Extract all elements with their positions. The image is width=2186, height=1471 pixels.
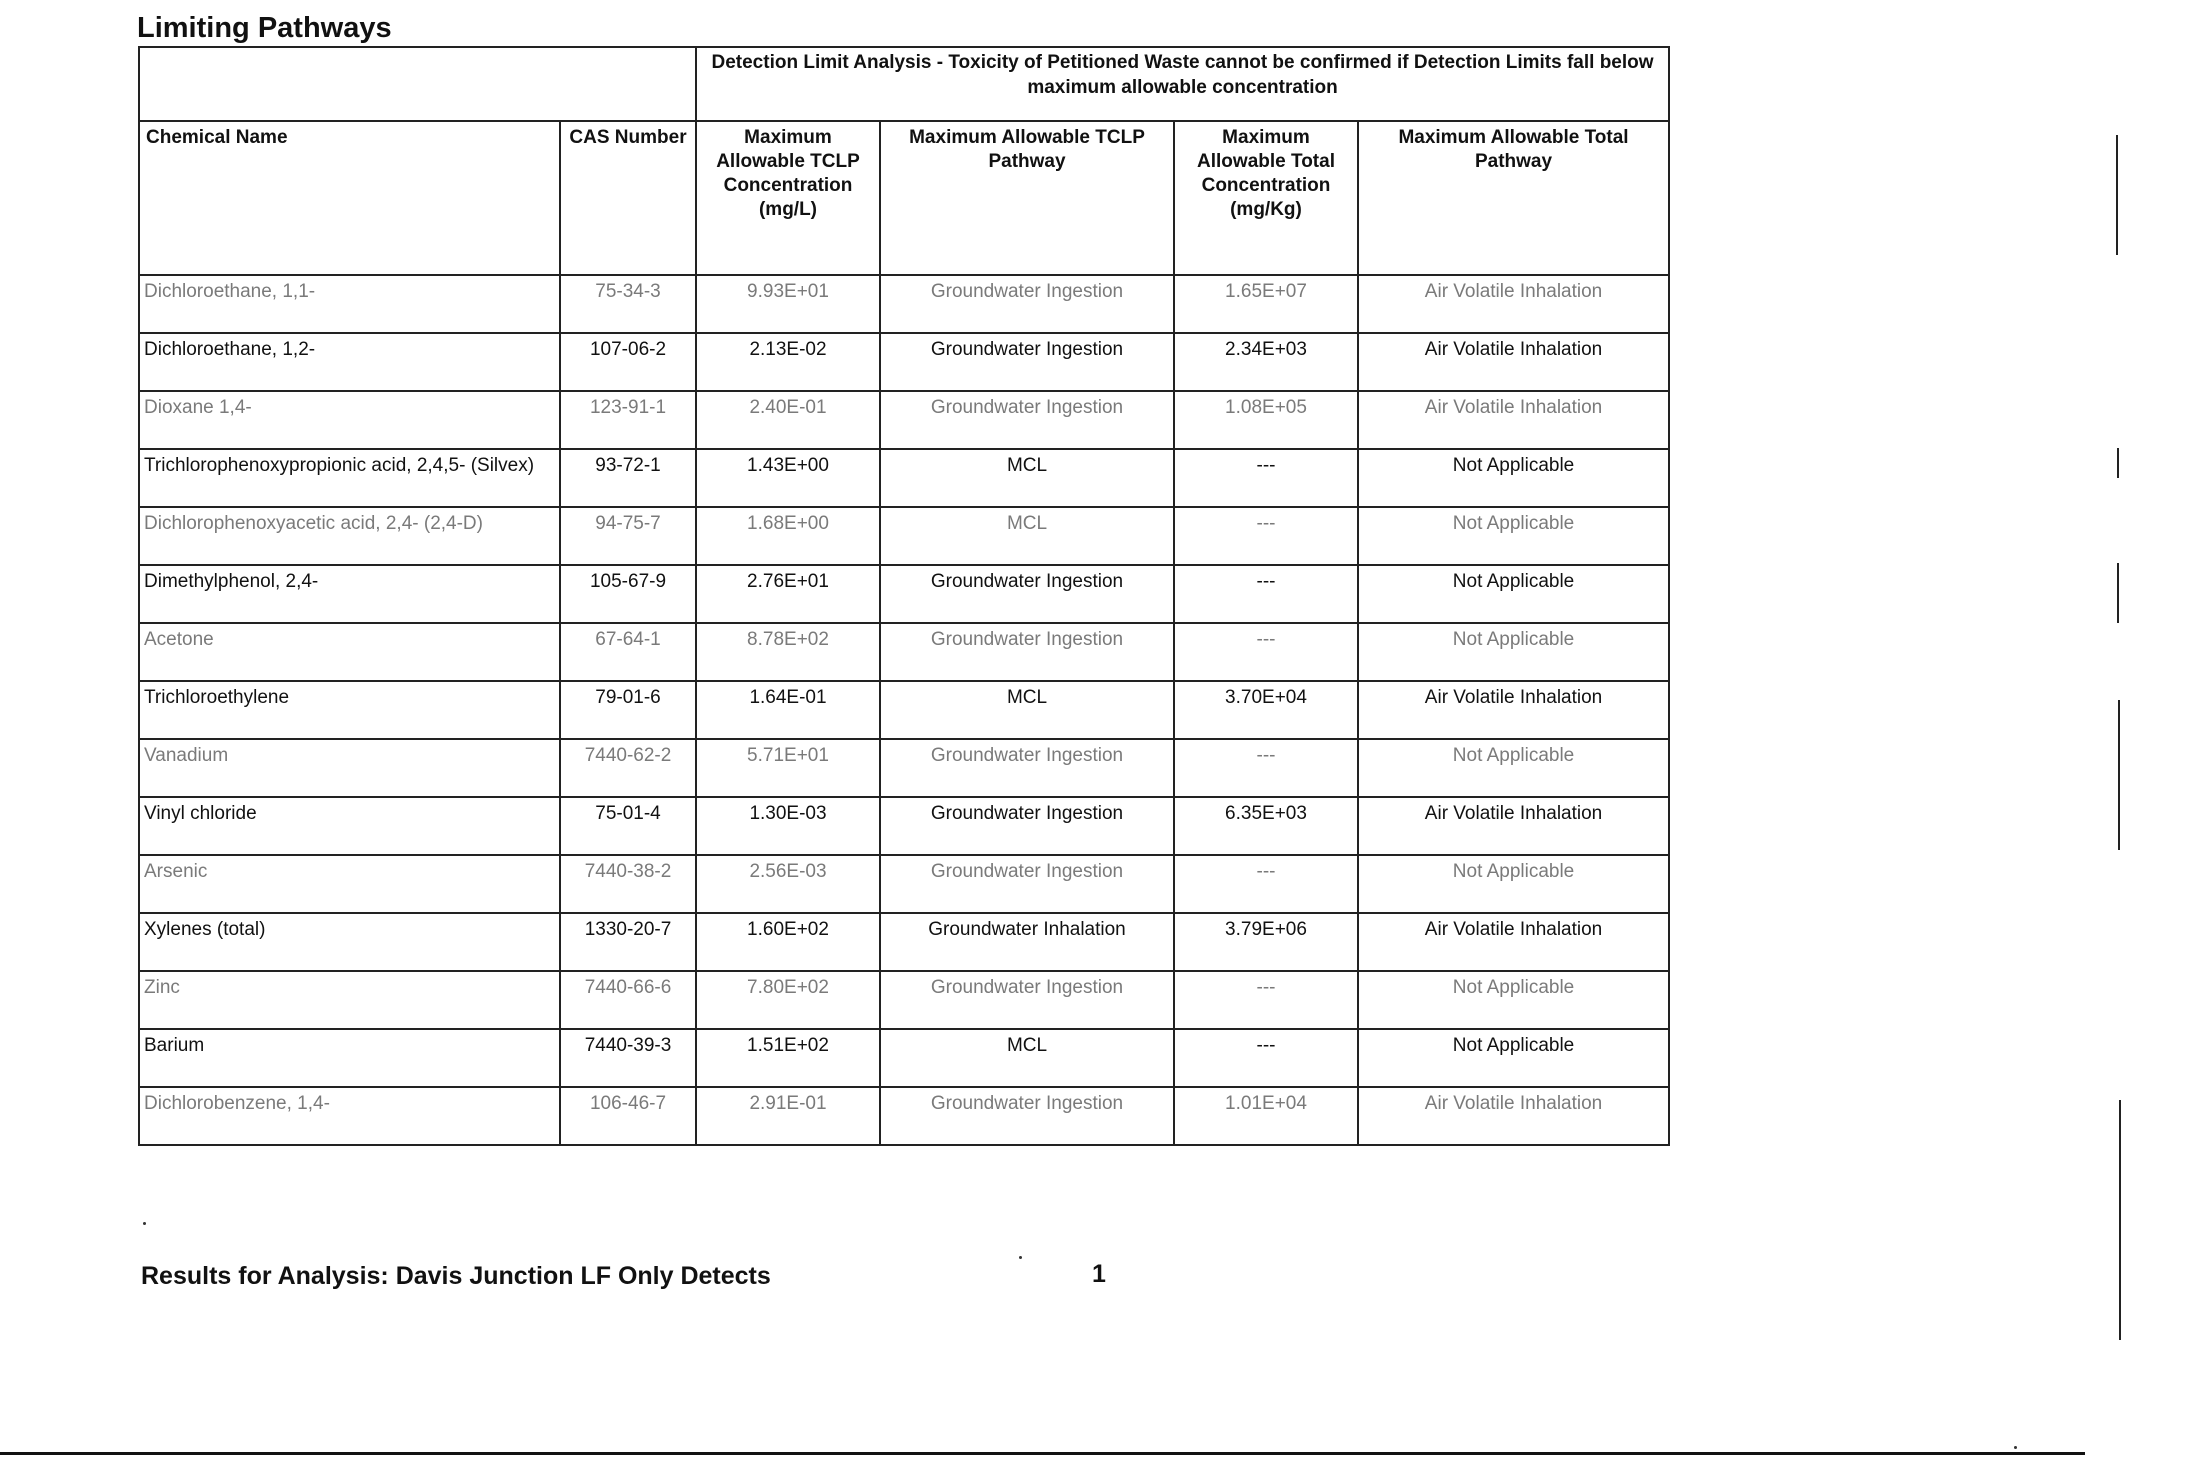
scan-edge-mark (2117, 448, 2119, 478)
total-pathway-cell: Not Applicable (1358, 449, 1669, 507)
tclp-pathway-cell: Groundwater Ingestion (880, 1087, 1174, 1145)
tclp-concentration-cell: 7.80E+02 (696, 971, 880, 1029)
chemical-name-cell: Dichloroethane, 1,1- (139, 275, 560, 333)
total-pathway-cell: Not Applicable (1358, 855, 1669, 913)
table-row (139, 797, 1669, 855)
cas-number-cell: 7440-39-3 (560, 1029, 696, 1087)
table-row (139, 1087, 1669, 1145)
tclp-concentration-cell: 9.93E+01 (696, 275, 880, 333)
table-row (139, 681, 1669, 739)
cas-number-cell: 106-46-7 (560, 1087, 696, 1145)
total-concentration-cell: --- (1174, 739, 1358, 797)
cas-number-cell: 7440-38-2 (560, 855, 696, 913)
cas-number-cell: 1330-20-7 (560, 913, 696, 971)
total-pathway-cell: Air Volatile Inhalation (1358, 333, 1669, 391)
cas-number-cell: 105-67-9 (560, 565, 696, 623)
column-header-row (139, 121, 1669, 275)
tclp-pathway-cell: Groundwater Ingestion (880, 739, 1174, 797)
cas-number-cell: 123-91-1 (560, 391, 696, 449)
table-row (139, 507, 1669, 565)
total-pathway-cell: Not Applicable (1358, 623, 1669, 681)
chemical-name-cell: Dichlorophenoxyacetic acid, 2,4- (2,4-D) (139, 507, 560, 565)
table-row (139, 565, 1669, 623)
total-concentration-cell: --- (1174, 449, 1358, 507)
tclp-concentration-cell: 2.13E-02 (696, 333, 880, 391)
scan-edge-mark (2118, 700, 2120, 850)
cas-number-cell: 7440-66-6 (560, 971, 696, 1029)
footer-analysis-label: Results for Analysis: Davis Junction LF Only Detects (141, 1262, 771, 1290)
banner-row (139, 47, 1669, 121)
bottom-rule (0, 1452, 2085, 1455)
tclp-pathway-cell: Groundwater Ingestion (880, 275, 1174, 333)
scan-dot (143, 1222, 146, 1225)
scan-dot (1019, 1256, 1022, 1259)
column-header-total-pathway: Maximum Allowable Total Pathway (1358, 121, 1669, 275)
total-pathway-cell: Not Applicable (1358, 565, 1669, 623)
tclp-pathway-cell: MCL (880, 449, 1174, 507)
table-row (139, 1029, 1669, 1087)
total-concentration-cell: 3.70E+04 (1174, 681, 1358, 739)
column-header-total-concentration: Maximum Allowable Total Concentration (mg/Kg) (1174, 121, 1358, 275)
chemical-name-cell: Dimethylphenol, 2,4- (139, 565, 560, 623)
table-row (139, 855, 1669, 913)
total-concentration-cell: --- (1174, 565, 1358, 623)
tclp-pathway-cell: MCL (880, 681, 1174, 739)
cas-number-cell: 94-75-7 (560, 507, 696, 565)
tclp-concentration-cell: 1.64E-01 (696, 681, 880, 739)
total-pathway-cell: Air Volatile Inhalation (1358, 913, 1669, 971)
page-number: 1 (1092, 1260, 1106, 1288)
tclp-concentration-cell: 1.68E+00 (696, 507, 880, 565)
scan-edge-mark (2119, 1100, 2121, 1340)
chemical-name-cell: Trichloroethylene (139, 681, 560, 739)
chemical-name-cell: Dioxane 1,4- (139, 391, 560, 449)
tclp-concentration-cell: 2.91E-01 (696, 1087, 880, 1145)
total-pathway-cell: Not Applicable (1358, 507, 1669, 565)
cas-number-cell: 93-72-1 (560, 449, 696, 507)
total-concentration-cell: --- (1174, 1029, 1358, 1087)
cas-number-cell: 107-06-2 (560, 333, 696, 391)
chemical-name-cell: Dichlorobenzene, 1,4- (139, 1087, 560, 1145)
table-row (139, 275, 1669, 333)
cas-number-cell: 75-01-4 (560, 797, 696, 855)
total-concentration-cell: 6.35E+03 (1174, 797, 1358, 855)
column-header-tclp-pathway: Maximum Allowable TCLP Pathway (880, 121, 1174, 275)
tclp-concentration-cell: 1.51E+02 (696, 1029, 880, 1087)
tclp-pathway-cell: Groundwater Ingestion (880, 797, 1174, 855)
total-concentration-cell: --- (1174, 623, 1358, 681)
chemical-name-cell: Zinc (139, 971, 560, 1029)
tclp-concentration-cell: 8.78E+02 (696, 623, 880, 681)
banner-blank-cell (139, 47, 696, 121)
table-row (139, 739, 1669, 797)
cas-number-cell: 67-64-1 (560, 623, 696, 681)
cas-number-cell: 75-34-3 (560, 275, 696, 333)
total-pathway-cell: Air Volatile Inhalation (1358, 275, 1669, 333)
total-pathway-cell: Not Applicable (1358, 739, 1669, 797)
tclp-concentration-cell: 1.43E+00 (696, 449, 880, 507)
limiting-pathways-table (138, 46, 1670, 1146)
table-row (139, 391, 1669, 449)
total-pathway-cell: Not Applicable (1358, 1029, 1669, 1087)
cas-number-cell: 7440-62-2 (560, 739, 696, 797)
total-concentration-cell: 1.08E+05 (1174, 391, 1358, 449)
tclp-concentration-cell: 2.40E-01 (696, 391, 880, 449)
table-row (139, 333, 1669, 391)
table-row (139, 623, 1669, 681)
total-concentration-cell: 1.01E+04 (1174, 1087, 1358, 1145)
tclp-concentration-cell: 5.71E+01 (696, 739, 880, 797)
total-pathway-cell: Air Volatile Inhalation (1358, 391, 1669, 449)
total-concentration-cell: --- (1174, 507, 1358, 565)
tclp-pathway-cell: Groundwater Ingestion (880, 391, 1174, 449)
page-title: Limiting Pathways (137, 12, 392, 44)
table-row (139, 971, 1669, 1029)
tclp-pathway-cell: MCL (880, 1029, 1174, 1087)
tclp-concentration-cell: 2.56E-03 (696, 855, 880, 913)
total-pathway-cell: Air Volatile Inhalation (1358, 681, 1669, 739)
total-concentration-cell: 1.65E+07 (1174, 275, 1358, 333)
tclp-pathway-cell: MCL (880, 507, 1174, 565)
column-header-chemical-name: Chemical Name (139, 121, 560, 275)
chemical-name-cell: Barium (139, 1029, 560, 1087)
chemical-name-cell: Trichlorophenoxypropionic acid, 2,4,5- (Silvex) (139, 449, 560, 507)
column-header-tclp-concentration: Maximum Allowable TCLP Concentration (mg/L) (696, 121, 880, 275)
chemical-name-cell: Acetone (139, 623, 560, 681)
total-concentration-cell: 2.34E+03 (1174, 333, 1358, 391)
tclp-pathway-cell: Groundwater Ingestion (880, 855, 1174, 913)
tclp-pathway-cell: Groundwater Ingestion (880, 623, 1174, 681)
tclp-pathway-cell: Groundwater Ingestion (880, 333, 1174, 391)
tclp-concentration-cell: 1.60E+02 (696, 913, 880, 971)
total-pathway-cell: Not Applicable (1358, 971, 1669, 1029)
scan-edge-mark (2116, 135, 2118, 255)
column-header-cas-number: CAS Number (560, 121, 696, 275)
chemical-name-cell: Vinyl chloride (139, 797, 560, 855)
tclp-concentration-cell: 2.76E+01 (696, 565, 880, 623)
detection-limit-banner: Detection Limit Analysis - Toxicity of Petitioned Waste cannot be confirmed if Detection Limits fall below maximum allowable concentration (696, 47, 1669, 121)
cas-number-cell: 79-01-6 (560, 681, 696, 739)
total-concentration-cell: --- (1174, 855, 1358, 913)
scan-dot (2014, 1446, 2017, 1449)
tclp-pathway-cell: Groundwater Ingestion (880, 565, 1174, 623)
chemical-name-cell: Xylenes (total) (139, 913, 560, 971)
total-pathway-cell: Air Volatile Inhalation (1358, 1087, 1669, 1145)
table-row (139, 449, 1669, 507)
tclp-pathway-cell: Groundwater Inhalation (880, 913, 1174, 971)
tclp-concentration-cell: 1.30E-03 (696, 797, 880, 855)
total-concentration-cell: 3.79E+06 (1174, 913, 1358, 971)
tclp-pathway-cell: Groundwater Ingestion (880, 971, 1174, 1029)
chemical-name-cell: Arsenic (139, 855, 560, 913)
chemical-name-cell: Dichloroethane, 1,2- (139, 333, 560, 391)
total-concentration-cell: --- (1174, 971, 1358, 1029)
total-pathway-cell: Air Volatile Inhalation (1358, 797, 1669, 855)
table-row (139, 913, 1669, 971)
scan-edge-mark (2117, 563, 2119, 623)
chemical-name-cell: Vanadium (139, 739, 560, 797)
